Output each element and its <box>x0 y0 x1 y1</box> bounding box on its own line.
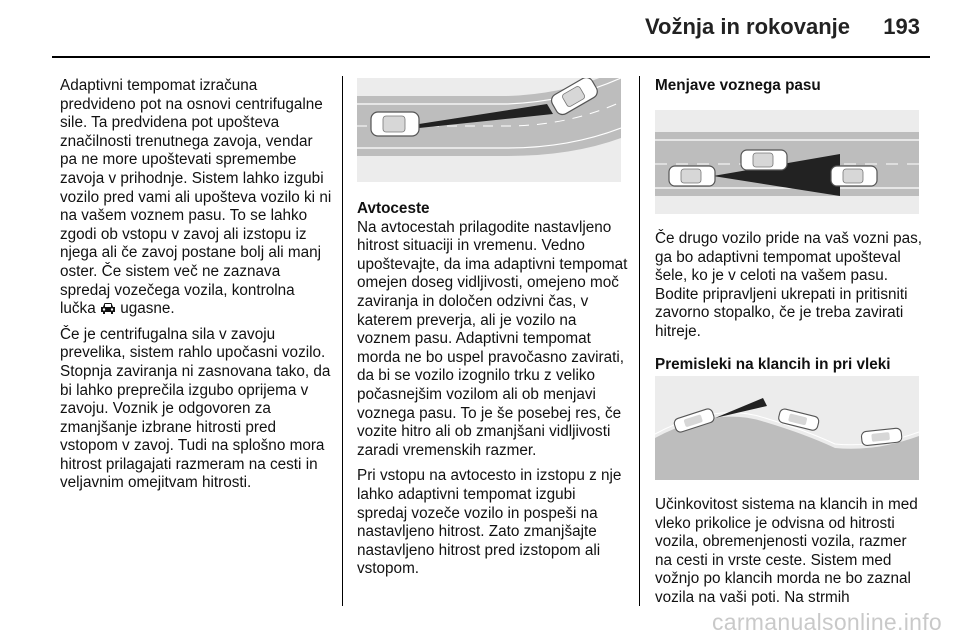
illustration-hills <box>655 376 919 480</box>
column-right-lower <box>655 230 927 384</box>
paragraph-motorways: Na avtocestah prilagodite nastavljeno hitrost situaciji in vremenu. Vedno upoštevajte, da ima adaptivni tempomat omejen doseg vidljivosti, omejeno moč zaviranja in določen odzivni čas, v katerem preverja, ali je vozilo na voznem pasu. Adaptivni tempomat morda ne bo uspel pravočasno zavirati, da bi se vozilo izognilo trku z veliko počasnejšim vozilom ali ob menjavi voznega pasu. To je še posebej res, če vozite hitro ali ob zmanjšani vidljivosti zaradi vremenskih razmer. <box>357 218 628 459</box>
illustration-lane-change <box>655 110 919 214</box>
page-title: Vožnja in rokovanje <box>645 14 850 39</box>
column-right-bottom <box>655 496 927 615</box>
section-heading-hills-towing: Premisleki na klancih in pri vleki <box>655 355 891 373</box>
column-middle <box>357 200 629 586</box>
paragraph-text: Adaptivni tempomat izračuna predvideno pot na osnovi centrifugalne sile. Ta predvidena pot upošteva značilnosti trenutnega zavoja, vendar pa ne more upoštevati spremembe zavoja v prihodnje. Sistem lahko izgubi vozilo pred vami ali upošteva vozilo ki ni na vašem voznem pasu. To se lahko zgodi ob vstopu v zavoj ali izstopu iz njega ali če zavoj postane bolj ali manj oster. Če sistem več ne zaznava spredaj vozečega vozila, kontrolna lučka <box>60 77 332 318</box>
paragraph-centrifugal: Če je centrifugalna sila v zavoju prevelika, sistem rahlo upočasni vozilo. Stopnja zaviranja ni zasnovana tako, da bi lahko preprečila izgubo oprijema v zavoju. Voznik je odgovoren za zmanjšanje izbrane hitrosti pred vstopom v zavoj. Tudi na splošno mora hitrost prilagajati razmeram na cesti in veljavnim omejitvam hitrosti. <box>60 325 331 492</box>
page-header <box>0 0 960 50</box>
paragraph-curve-prediction <box>60 77 332 319</box>
column-right <box>655 77 927 96</box>
illustration-curve-road <box>357 78 621 182</box>
header-divider <box>52 56 930 58</box>
paragraph-hills-towing: Učinkovitost sistema na klancih in med vleko prikolice je odvisna od hitrosti vozila, obremenjenosti vozila, razmer na cesti in vrste ceste. Sistem med vožnjo po klancih morda ne bo zaznal vozila na vaši poti. Na strmih <box>655 496 918 606</box>
paragraph-lane-change: Če drugo vozilo pride na vaš vozni pas, ga bo adaptivni tempomat upošteval šele, ko je v celoti na vašem pasu. Bodite pripravljeni ukrepati in pritisniti zavorno stopalko, če je treba zavirati hitreje. <box>655 230 922 340</box>
page-number: 193 <box>883 14 920 39</box>
section-heading-motorways: Avtoceste <box>357 200 430 217</box>
paragraph-text: ugasne. <box>120 300 175 318</box>
watermark: carmanualsonline.info <box>711 609 942 635</box>
section-heading-lane-changes: Menjave voznega pasu <box>655 77 821 94</box>
column-divider-2 <box>639 76 640 606</box>
paragraph-motorway-entry: Pri vstopu na avtocesto in izstopu z nje lahko adaptivni tempomat izgubi spredaj vozeče vozilo in pospeši na nastavljeno hitrost. Zato zmanjšajte nastavljeno hitrost pred izstopom ali vstopom. <box>357 467 622 578</box>
vehicle-ahead-indicator-icon <box>100 301 116 315</box>
column-divider-1 <box>342 76 343 606</box>
column-left <box>60 77 332 500</box>
